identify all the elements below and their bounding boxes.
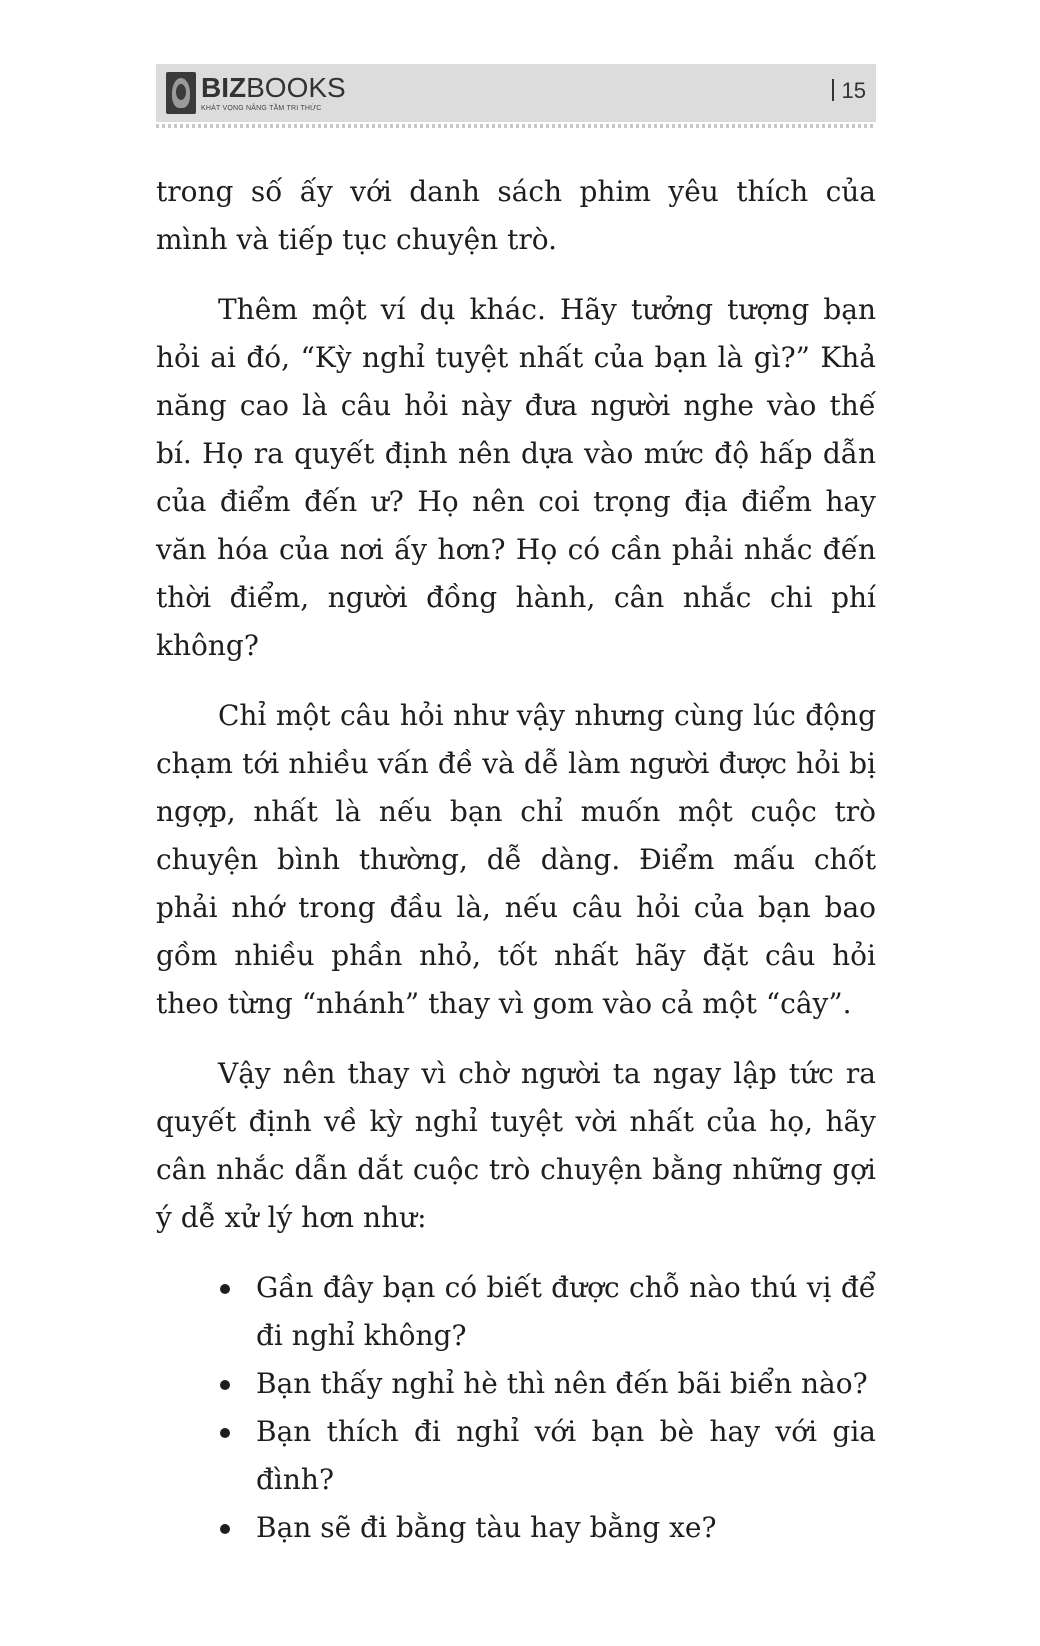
bullet-item: [156, 1504, 876, 1552]
bullet-item: [156, 1264, 876, 1360]
logo-brand-bold: BIZ: [201, 72, 247, 103]
bullet-item: [156, 1360, 876, 1408]
bullet-icon: [220, 1428, 230, 1438]
paragraph: Chỉ một câu hỏi như vậy nhưng cùng lúc động chạm tới nhiều vấn đề và dễ làm người được hỏi bị ngợp, nhất là nếu bạn chỉ muốn một cuộc trò chuyện bình thường, dễ dàng. Điểm mấu chốt phải nhớ trong đầu là, nếu câu hỏi của bạn bao gồm nhiều phần nhỏ, tốt nhất hãy đặt câu hỏi theo từng “nhánh” thay vì gom vào cả một “cây”.: [156, 699, 876, 1020]
page-header: [156, 64, 876, 122]
bullet-text: Bạn thích đi nghỉ với bạn bè hay với gia đình?: [256, 1415, 876, 1496]
bullet-text: Bạn thấy nghỉ hè thì nên đến bãi biển nào?: [256, 1367, 868, 1400]
logo-brand-rest: BOOKS: [246, 72, 346, 103]
page-body: [156, 168, 876, 1552]
page-number-value: 15: [841, 78, 866, 103]
page-number: [832, 78, 866, 104]
page-number-divider: [832, 79, 834, 101]
bullet-list: [156, 1264, 876, 1552]
bullet-icon: [220, 1524, 230, 1534]
paragraph: Thêm một ví dụ khác. Hãy tưởng tượng bạn hỏi ai đó, “Kỳ nghỉ tuyệt nhất của bạn là gì?” Khả năng cao là câu hỏi này đưa người nghe vào thế bí. Họ ra quyết định nên dựa vào mức độ hấp dẫn của điểm đến ư? Họ nên coi trọng địa điểm hay văn hóa của nơi ấy hơn? Họ có cần phải nhắc đến thời điểm, người đồng hành, cân nhắc chi phí không?: [156, 293, 876, 662]
bullet-item: [156, 1408, 876, 1504]
paragraph: trong số ấy với danh sách phim yêu thích của mình và tiếp tục chuyện trò.: [156, 175, 876, 256]
publisher-logo: [166, 71, 346, 115]
paragraph: Vậy nên thay vì chờ người ta ngay lập tức ra quyết định về kỳ nghỉ tuyệt vời nhất của họ, hãy cân nhắc dẫn dắt cuộc trò chuyện bằng những gợi ý dễ xử lý hơn như:: [156, 1057, 876, 1234]
logo-brand: [201, 74, 346, 102]
bullet-text: Bạn sẽ đi bằng tàu hay bằng xe?: [256, 1511, 717, 1544]
bullet-icon: [220, 1380, 230, 1390]
bizbooks-logo-icon: [166, 72, 196, 114]
bullet-icon: [220, 1284, 230, 1294]
logo-tagline: KHÁT VỌNG NÂNG TẦM TRI THỨC: [201, 105, 322, 112]
logo-text: [201, 74, 346, 112]
bullet-text: Gần đây bạn có biết được chỗ nào thú vị để đi nghỉ không?: [256, 1271, 876, 1352]
